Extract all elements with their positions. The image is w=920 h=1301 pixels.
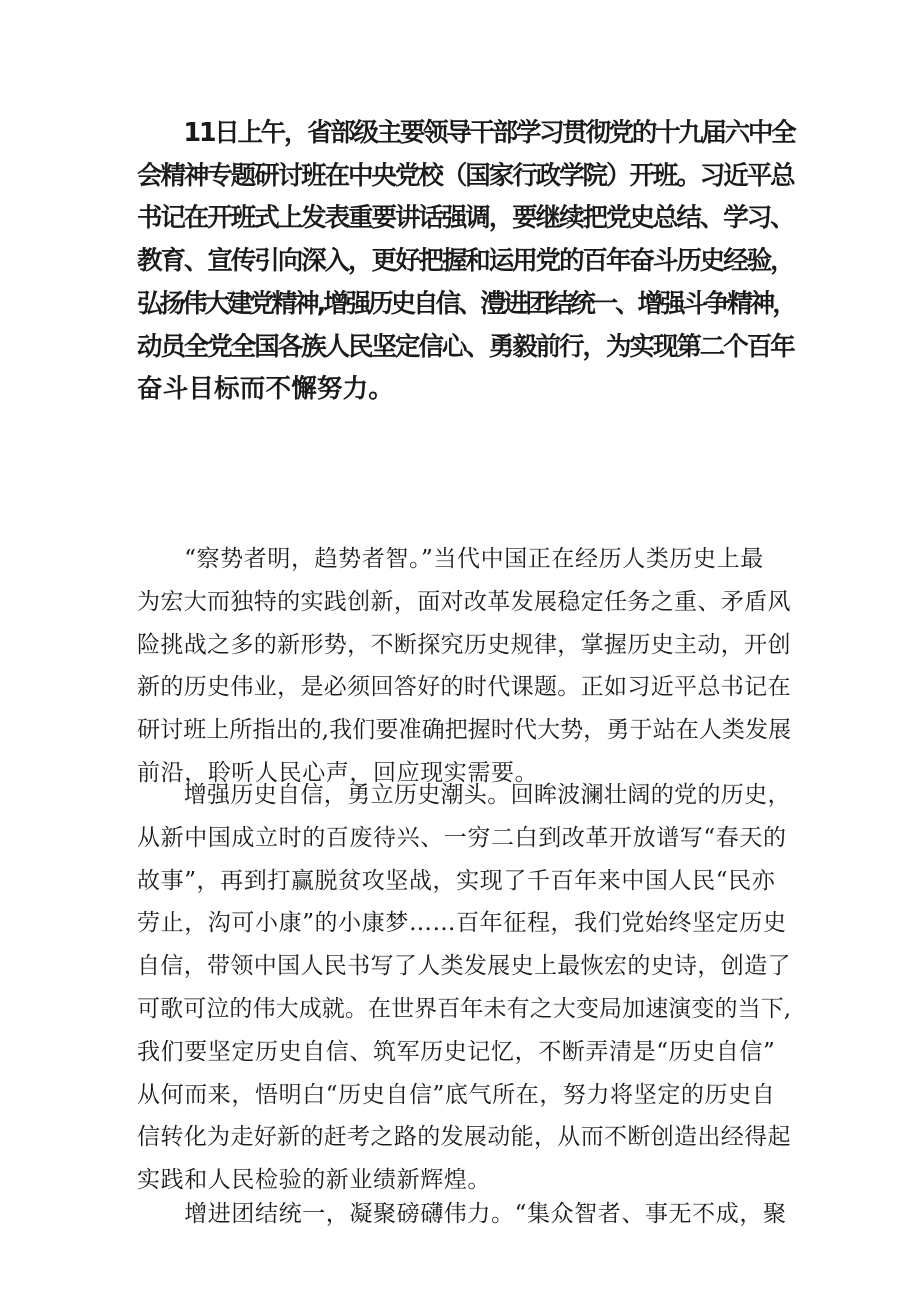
paragraph-3 (137, 774, 797, 1202)
text-line: 从何而来，悟明白“历史自信”底气所在，努力将坚定的历史自 (137, 1081, 776, 1108)
text-line: 前沿，聆听人民心声，回应现实需要。 (137, 759, 539, 786)
text-line: 劳止，沟可小康”的小康梦……百年征程，我们党始终坚定历史 (137, 910, 787, 937)
text-line: 研讨班上所指出的,我们要准确把握时代大势，勇于站在人类发展 (137, 717, 792, 744)
text-line: 奋斗目标而不懈努力。 (137, 374, 395, 405)
text-line: 教育、宣传引向深入，更好把握和运用党的百年奋斗历史经验， (137, 246, 794, 277)
text-line: 新的历史伟业，是必须回答好的时代课题。正如习近平总书记在 (137, 674, 791, 701)
paragraph-2 (137, 538, 797, 795)
text-line: 信转化为走好新的赶考之路的发展动能，从而不断创造出经得起 (137, 1124, 791, 1151)
text-line: 故事”，再到打赢脱贫攻坚战，实现了千百年来中国人民“民亦 (137, 867, 776, 894)
text-line: 险挑战之多的新形势，不断探究历史规律，掌握历史主动，开创 (137, 631, 791, 658)
text-line: 书记在开班式上发表重要讲话强调，要继续把党史总结、学习、 (137, 203, 794, 234)
text-line: 11日上午，省部级主要领导干部学习贯彻党的十九届六中全 (137, 118, 795, 148)
text-line: 为宏大而独特的实践创新，面对改革发展稳定任务之重、矛盾风 (137, 588, 791, 615)
text-line: 我们要坚定历史自信、筑军历史记忆，不断弄清是“历史自信” (137, 1038, 776, 1065)
text-line: 会精神专题研讨班在中央党校（国家行政学院）开班。习近平总 (137, 160, 794, 191)
text-line: 可歌可泣的伟大成就。在世界百年未有之大变局加速演变的当下, (137, 995, 792, 1022)
text-line: 从新中国成立时的百废待兴、一穷二白到改革开放谱写“春天的 (137, 824, 787, 851)
paragraph-4 (137, 1193, 797, 1236)
text-line: 增强历史自信，勇立历史潮头。回眸波澜壮阔的党的历史， (137, 782, 791, 808)
text-line: 弘扬伟大建党精神,增强历史自信、澧进团结统一、增强斗争精神， (137, 288, 795, 319)
text-line: 实践和人民检验的新业绩新辉煌。 (137, 1167, 491, 1194)
text-line: 动员全党全国各族人民坚定信心、勇毅前行，为实现第二个百年 (137, 331, 794, 362)
paragraph-1 (137, 112, 797, 411)
text-line: 自信，带领中国人民书写了人类发展史上最恢宏的史诗，创造了 (137, 953, 791, 980)
text-line: 增进团结统一，凝聚磅礴伟力。“集众智者、事无不成，聚 (137, 1201, 787, 1227)
text-line: “察势者明，趋势者智。”当代中国正在经历人类历史上最 (137, 546, 764, 572)
